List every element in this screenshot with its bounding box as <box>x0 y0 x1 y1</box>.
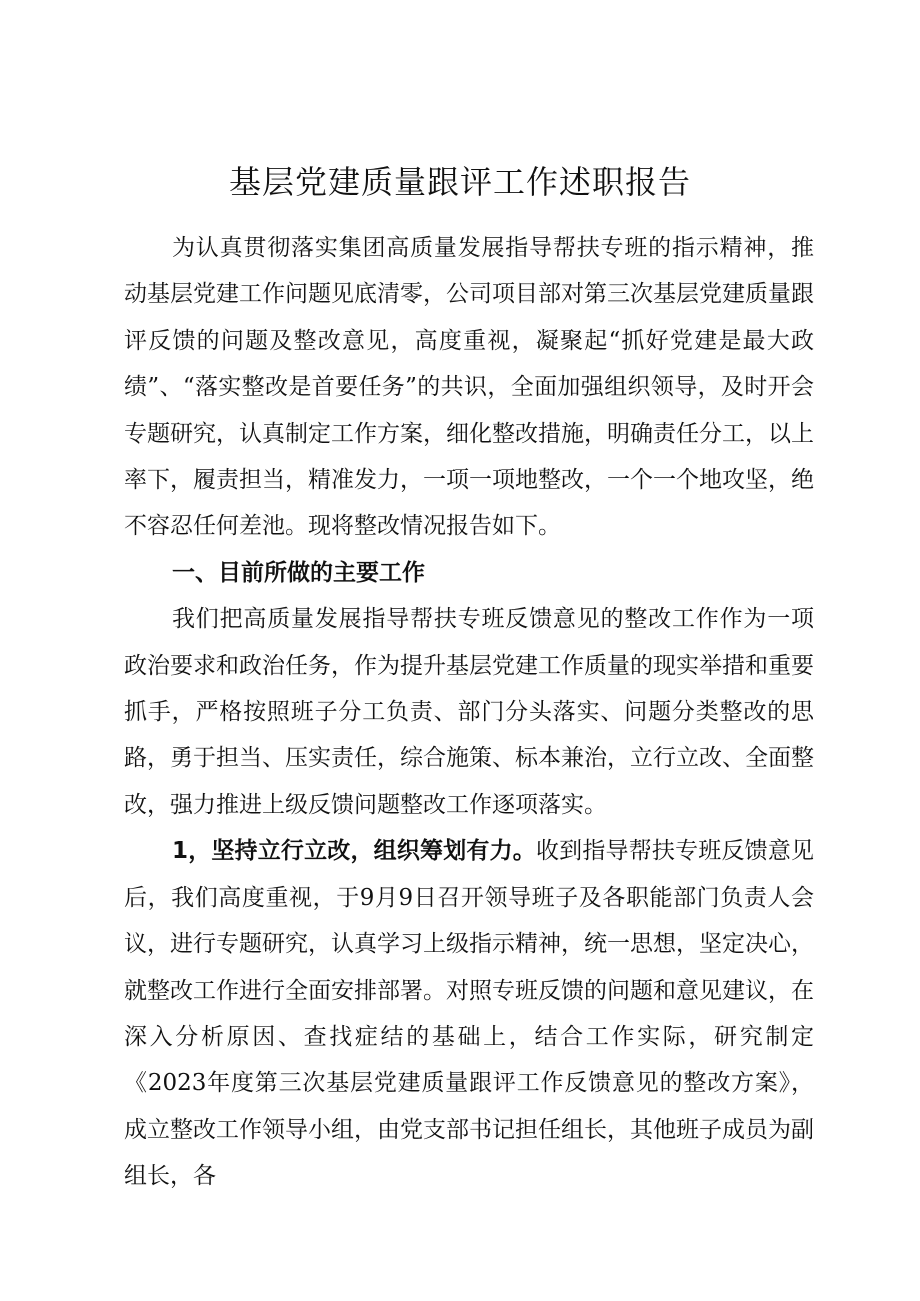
point-1-text: 收到指导帮扶专班反馈意见后，我们高度重视，于9月9日召开领导班子及各职能部门负责人会议，进行专题研究，认真学习上级指示精神，统一思想，坚定决心，就整改工作进行全面安排部署。对照专班反馈的问题和意见建议，在深入分析原因、查找症结的基础上，结合工作实际，研究制定《2023年度第三次基层党建质量跟评工作反馈意见的整改方案》，成立整改工作领导小组，由党支部书记担任组长，其他班子成员为副组长，各 <box>124 838 814 1190</box>
intro-paragraph: 为认真贯彻落实集团高质量发展指导帮扶专班的指示精神，推动基层党建工作问题见底清零，公司项目部对第三次基层党建质量跟评反馈的问题及整改意见，高度重视，凝聚起“抓好党建是最大政绩”、“落实整改是首要任务”的共识，全面加强组织领导，及时开会专题研究，认真制定工作方案，细化整改措施，明确责任分工，以上率下，履责担当，精准发力，一项一项地整改，一个一个地攻坚，绝不容忍任何差池。现将整改情况报告如下。 <box>124 235 814 540</box>
section-heading: 一、目前所做的主要工作 <box>172 559 425 586</box>
point-1-lead: 1，坚持立行立改，组织筹划有力。 <box>172 838 536 865</box>
document-title: 基层党建质量跟评工作述职报告 <box>228 163 691 201</box>
document-body <box>124 225 814 1200</box>
point-1-paragraph <box>124 828 814 1199</box>
work-summary-paragraph: 我们把高质量发展指导帮扶专班反馈意见的整改工作作为一项政治要求和政治任务，作为提升基层党建工作质量的现实举措和重要抓手，严格按照班子分工负责、部门分头落实、问题分类整改的思路，勇于担当、压实责任，综合施策、标本兼治，立行立改、全面整改，强力推进上级反馈问题整改工作逐项落实。 <box>124 606 814 818</box>
